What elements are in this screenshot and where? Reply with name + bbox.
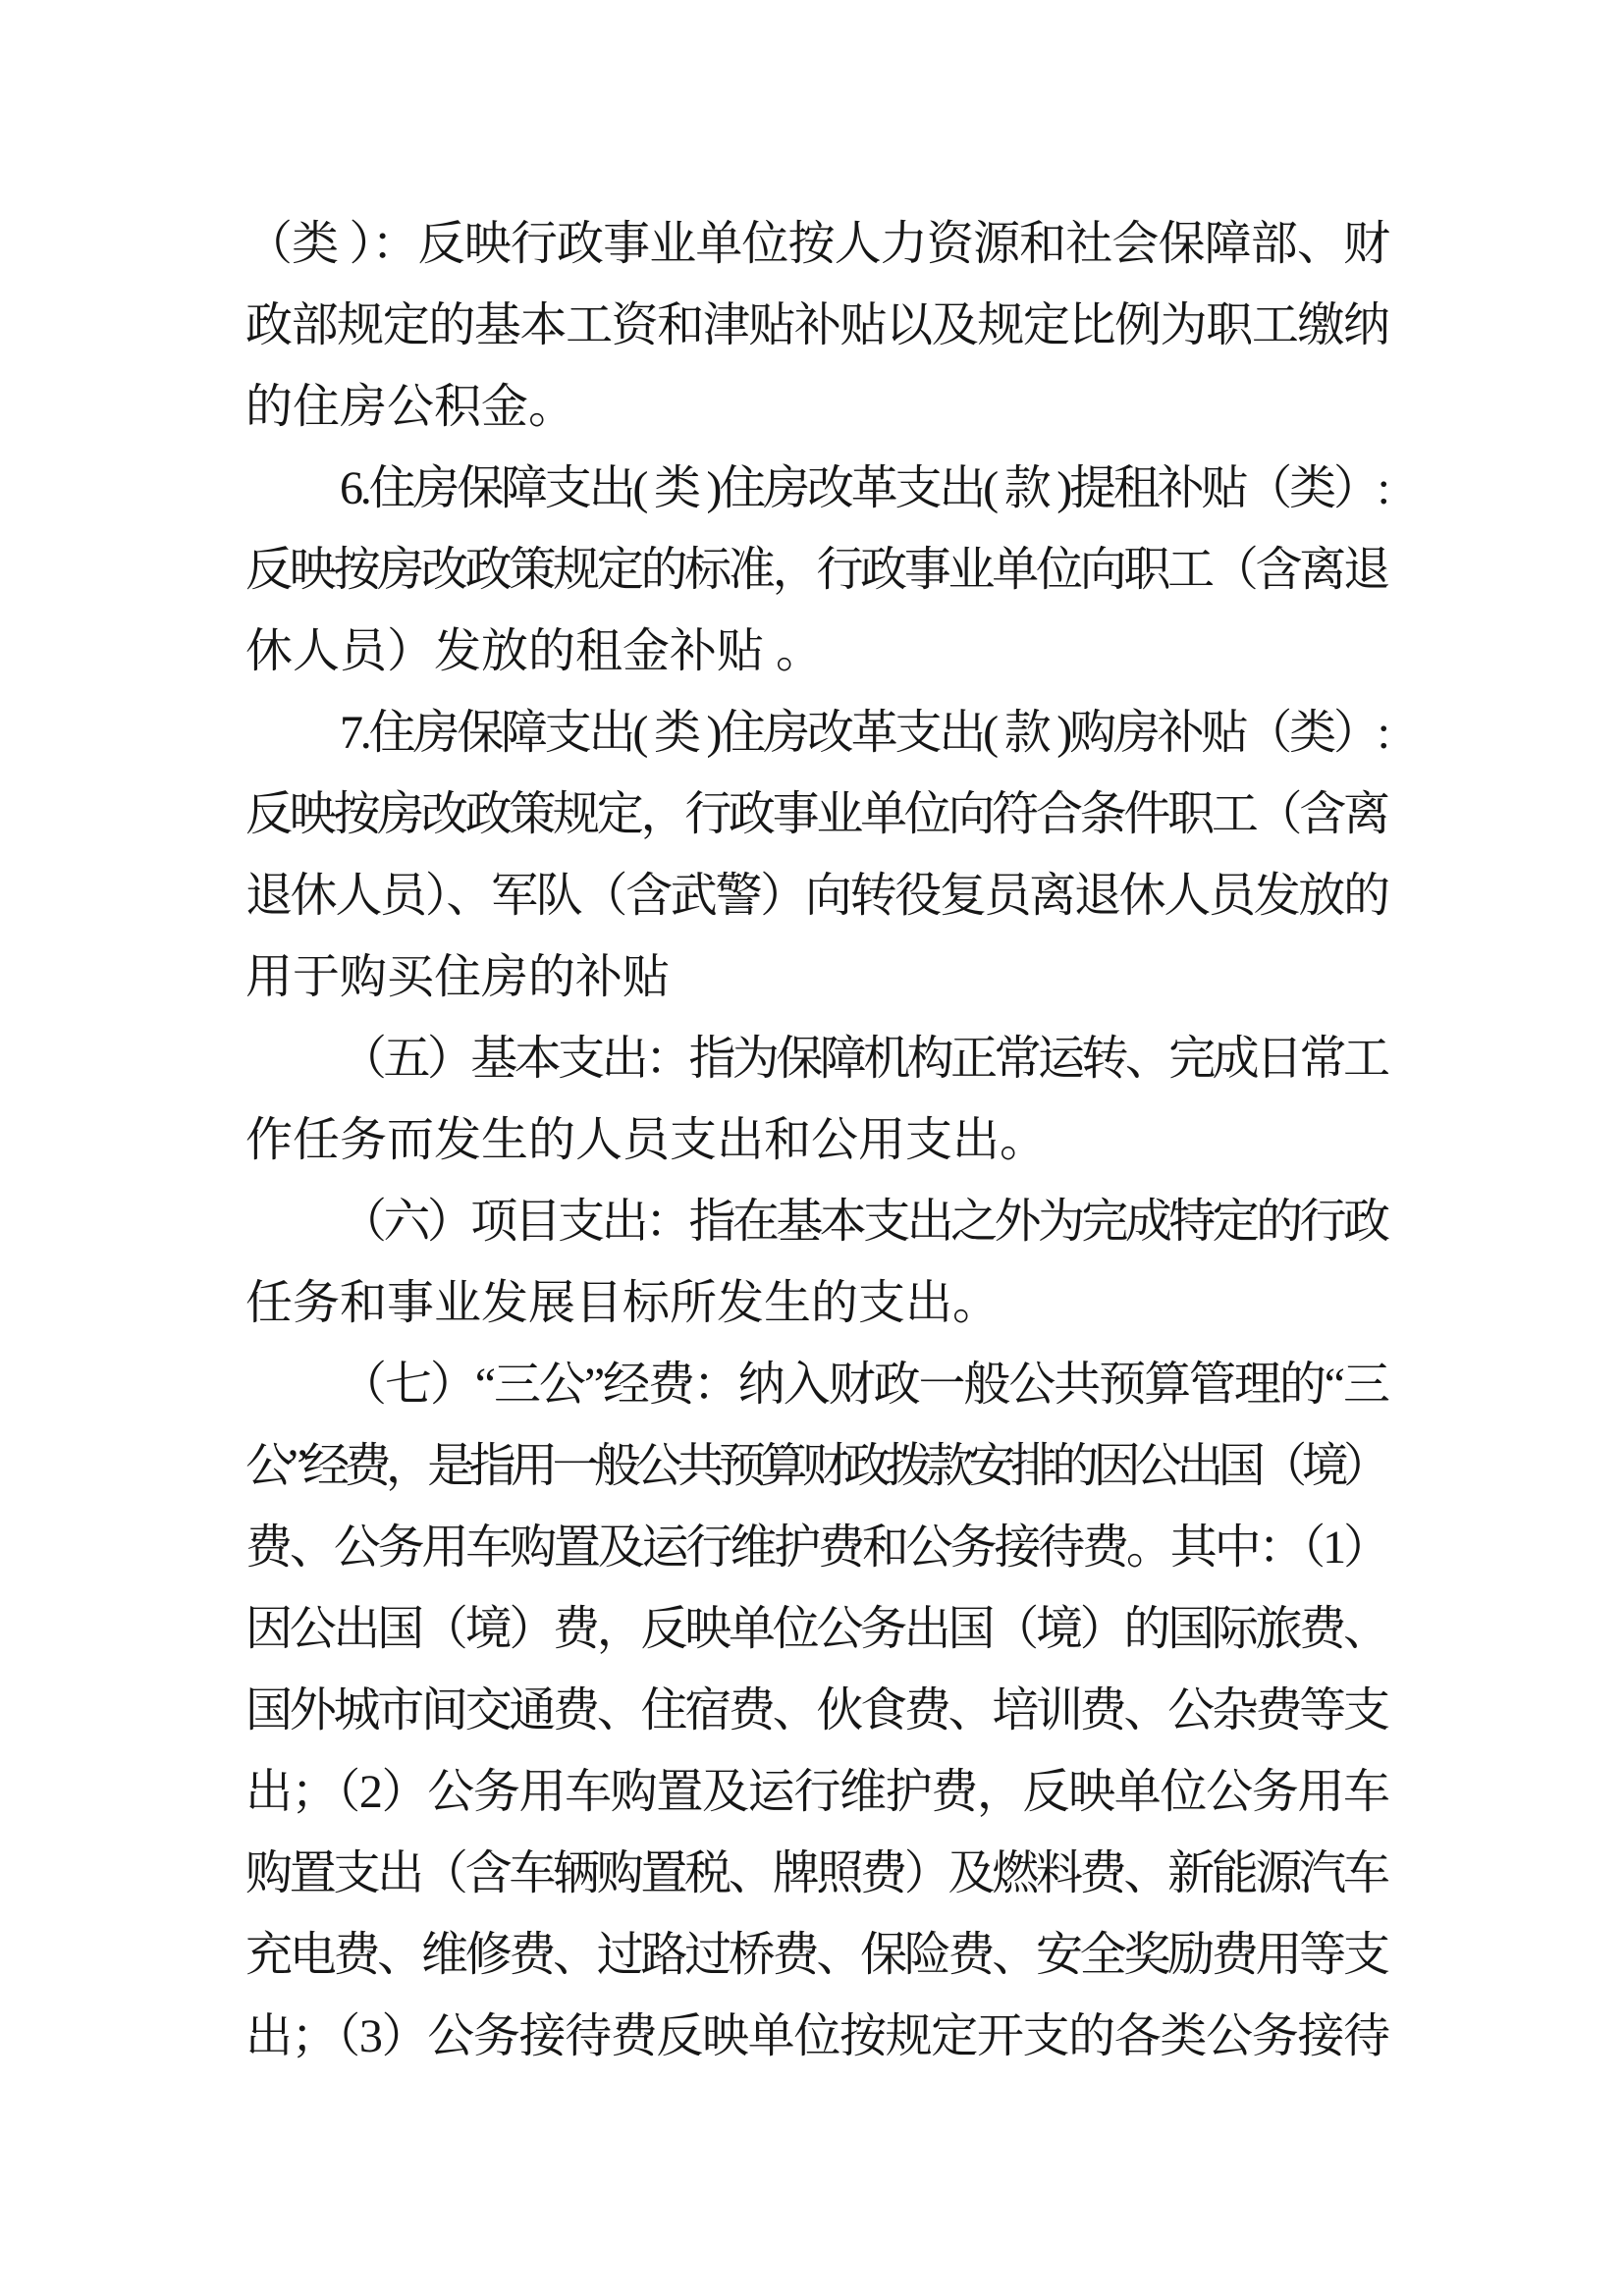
text-line bbox=[245, 1914, 1390, 1996]
text-line bbox=[245, 1833, 1390, 1914]
text-line-content: 国外城市间交通费、住宿费、伙食费、培训费、公杂费等支 bbox=[245, 1684, 1387, 1736]
text-line bbox=[245, 1507, 1390, 1588]
text-line bbox=[245, 203, 1390, 285]
text-line bbox=[245, 1262, 1390, 1344]
text-line bbox=[245, 855, 1390, 936]
text-line bbox=[245, 692, 1390, 774]
text-line-content: 7.住房保障支出( 类 )住房改革支出( 款 )购房补贴（类）: bbox=[340, 707, 1387, 759]
text-line bbox=[245, 1588, 1390, 1670]
text-line bbox=[245, 448, 1390, 529]
text-line-content: 出；（2）公务用车购置及运行维护费，反映单位公务用车 bbox=[245, 1766, 1389, 1818]
text-line-content: 用于购买住房的补贴 bbox=[245, 951, 671, 1003]
text-line bbox=[245, 529, 1390, 611]
text-line-content: （类 ）：反映行政事业单位按人力资源和社会保障部、财 bbox=[245, 218, 1390, 270]
text-line bbox=[245, 1018, 1390, 1099]
text-line bbox=[245, 1751, 1390, 1833]
text-line bbox=[245, 1181, 1390, 1262]
text-line-content: 的住房公积金。 bbox=[245, 381, 576, 433]
text-line-content: 购置支出（含车辆购置税、牌照费）及燃料费、新能源汽车 bbox=[245, 1847, 1387, 1899]
text-line bbox=[245, 1425, 1390, 1507]
text-line-content: 出；（3）公务接待费反映单位按规定开支的各类公务接待 bbox=[245, 2010, 1389, 2062]
text-line-content: 费、公务用车购置及运行维护费和公务接待费。其中：（1） bbox=[245, 1522, 1387, 1574]
text-line-content: 6.住房保障支出( 类 )住房改革支出( 款 )提租补贴（类）: bbox=[340, 462, 1387, 514]
text-line-content: 任务和事业发展目标所发生的支出。 bbox=[245, 1277, 1001, 1329]
text-line-content: 作任务而发生的人员支出和公用支出。 bbox=[245, 1114, 1048, 1166]
text-line bbox=[245, 1996, 1390, 2077]
text-line bbox=[245, 936, 1390, 1018]
text-line-content: 休人员）发放的租金补贴 。 bbox=[245, 625, 824, 677]
text-line bbox=[245, 1099, 1390, 1181]
text-line-content: 反映按房改政策规定，行政事业单位向符合条件职工（含离 bbox=[245, 788, 1387, 840]
text-line-content: （五）基本支出：指为保障机构正常运转、完成日常工 bbox=[340, 1033, 1387, 1085]
text-line-content: 因公出国（境）费，反映单位公务出国（境）的国际旅费、 bbox=[245, 1603, 1387, 1655]
text-line bbox=[245, 285, 1390, 366]
text-line-content: （七）“三公”经费：纳入财政一般公共预算管理的“三 bbox=[340, 1359, 1388, 1411]
text-line bbox=[245, 774, 1390, 855]
text-line-content: （六）项目支出：指在基本支出之外为完成特定的行政 bbox=[340, 1196, 1387, 1248]
text-line-content: 公”经费，是指用一般公共预算财政拨款安排的因公出国（境） bbox=[245, 1440, 1385, 1492]
text-line bbox=[245, 611, 1390, 692]
text-line-content: 政部规定的基本工资和津贴补贴以及规定比例为职工缴纳 bbox=[245, 299, 1389, 351]
text-line bbox=[245, 1670, 1390, 1751]
text-line bbox=[245, 366, 1390, 448]
text-block bbox=[245, 203, 1390, 2077]
text-line-content: 退休人员）、军队（含武警）向转役复员离退休人员发放的 bbox=[245, 870, 1388, 922]
text-line-content: 反映按房改政策规定的标准，行政事业单位向职工（含离退 bbox=[245, 544, 1387, 596]
text-line bbox=[245, 1344, 1390, 1425]
text-line-content: 充电费、维修费、过路过桥费、保险费、安全奖励费用等支 bbox=[245, 1929, 1387, 1981]
